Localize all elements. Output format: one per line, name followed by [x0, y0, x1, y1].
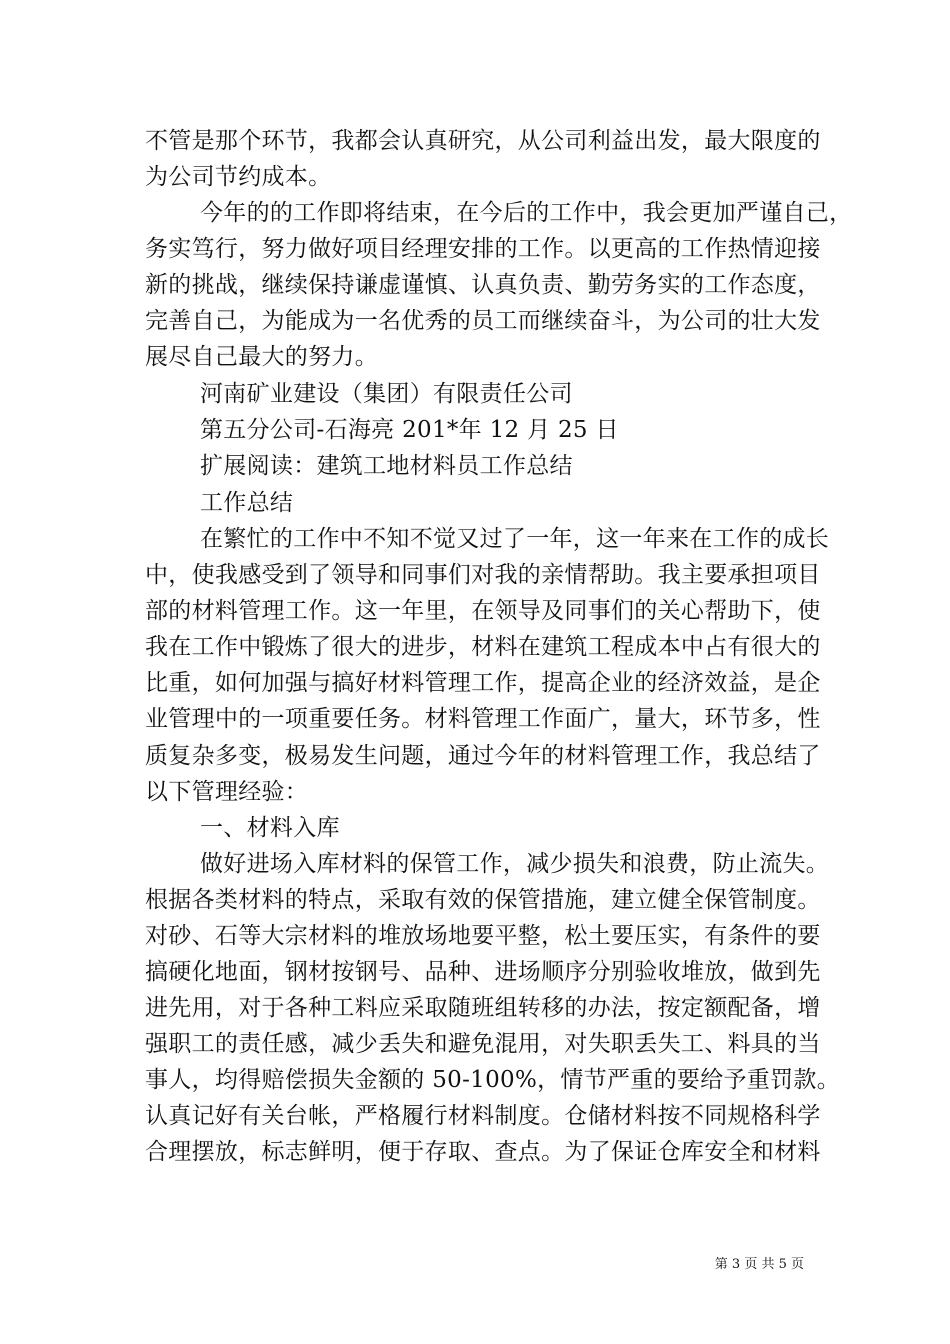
- text-line: 完善自己，为能成为一名优秀的员工而继续奋斗，为公司的壮大发: [145, 308, 821, 334]
- text-line: 为公司节约成本。: [145, 164, 332, 190]
- text-line: 不管是那个环节，我都会认真研究，从公司利益出发，最大限度的: [145, 128, 821, 154]
- text-line: 对砂、石等大宗材料的堆放场地要平整，松土要压实，有条件的要: [145, 923, 821, 949]
- section-title: 工作总结: [200, 490, 294, 516]
- company-name: 河南矿业建设（集团）有限责任公司: [200, 381, 573, 407]
- text-line: 质复杂多变，极易发生问题，通过今年的材料管理工作，我总结了: [145, 743, 821, 769]
- text-line: 务实笃行，努力做好项目经理安排的工作。以更高的工作热情迎接: [145, 236, 821, 262]
- text-line: 今年的的工作即将结束，在今后的工作中，我会更加严谨自己，: [200, 200, 853, 226]
- text-line: 合理摆放，标志鲜明，便于存取、查点。为了保证仓库安全和材料: [145, 1139, 821, 1165]
- text-line: 业管理中的一项重要任务。材料管理工作面广，量大，环节多，性: [145, 706, 821, 732]
- text-line: 在繁忙的工作中不知不觉又过了一年，这一年来在工作的成长: [200, 526, 830, 552]
- text-line: 以下管理经验：: [145, 779, 309, 805]
- text-line: 新的挑战，继续保持谦虚谨慎、认真负责、勤劳务实的工作态度，: [145, 272, 821, 298]
- text-line: 我在工作中锻炼了很大的进步，材料在建筑工程成本中占有很大的: [145, 634, 821, 660]
- text-line: 根据各类材料的特点，采取有效的保管措施，建立健全保管制度。: [145, 887, 821, 913]
- text-line: 事人，均得赔偿损失金额的 50-100%，情节严重的要给予重罚款。: [145, 1067, 841, 1093]
- text-line: 做好进场入库材料的保管工作，减少损失和浪费，防止流失。: [200, 851, 830, 877]
- text-line: 中，使我感受到了领导和同事们对我的亲情帮助。我主要承担项目: [145, 562, 821, 588]
- text-line: 强职工的责任感，减少丢失和避免混用，对失职丢失工、料具的当: [145, 1031, 821, 1057]
- text-line: 进先用，对于各种工料应采取随班组转移的办法，按定额配备，增: [145, 995, 821, 1021]
- text-line: 展尽自己最大的努力。: [145, 344, 378, 370]
- extended-reading-title: 扩展阅读：建筑工地材料员工作总结: [200, 453, 573, 479]
- page-number: 第 3 页 共 5 页: [714, 1257, 804, 1272]
- text-line: 部的材料管理工作。这一年里，在领导及同事们的关心帮助下，使: [145, 598, 821, 624]
- text-line: 认真记好有关台帐，严格履行材料制度。仓储材料按不同规格科学: [145, 1103, 821, 1129]
- text-line: 比重，如何加强与搞好材料管理工作，提高企业的经济效益，是企: [145, 670, 821, 696]
- text-line: 搞硬化地面，钢材按钢号、品种、进场顺序分别验收堆放，做到先: [145, 959, 821, 985]
- signature-date: 第五分公司-石海亮 201*年 12 月 25 日: [200, 417, 619, 443]
- section-heading: 一、材料入库: [200, 815, 340, 841]
